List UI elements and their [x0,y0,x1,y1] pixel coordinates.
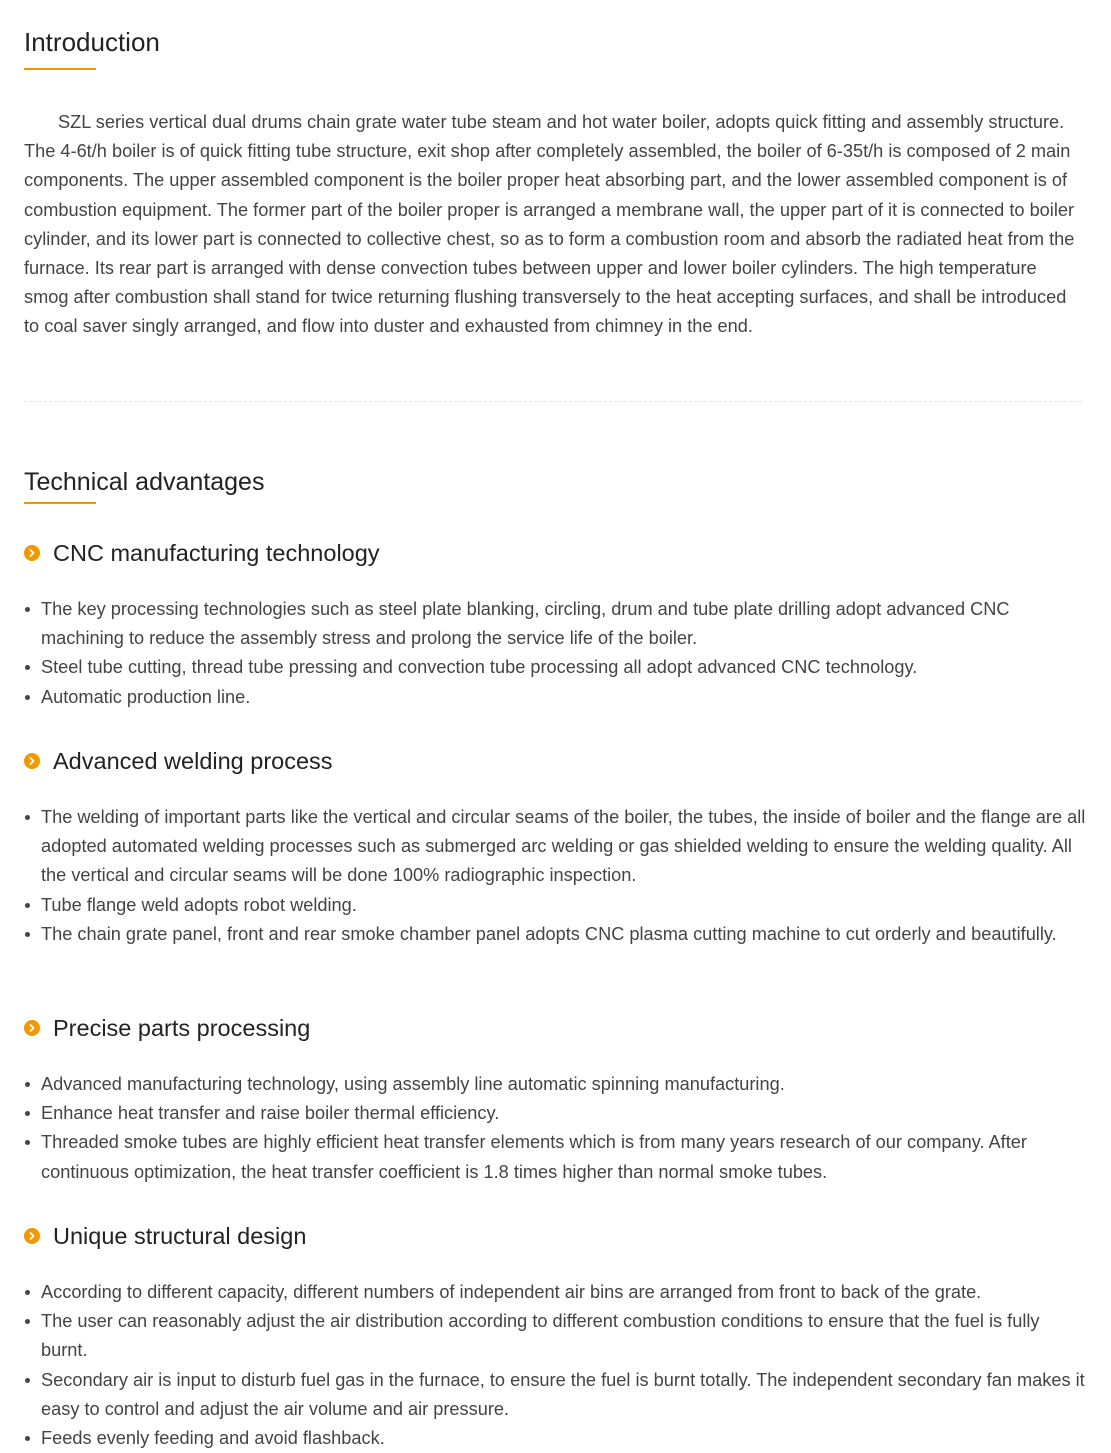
technical-advantages-underline [24,502,96,504]
list-item: Feeds evenly feeding and avoid flashback. [24,1424,1086,1453]
list-item: Advanced manufacturing technology, using assembly line automatic spinning manufacturing. [24,1070,1086,1099]
circle-chevron-icon [24,753,40,769]
list-item: The key processing technologies such as steel plate blanking, circling, drum and tube plate drilling adopt advanced CNC machining to reduce the assembly stress and prolong the service life of the boiler. [24,595,1086,653]
circle-chevron-icon [24,1020,40,1036]
advantage-section-title: Unique structural design [53,1222,307,1249]
advantage-section-title: Precise parts processing [53,1014,311,1041]
circle-chevron-icon [24,545,40,561]
advantage-section-welding [24,746,1094,944]
advantage-section-title: Advanced welding process [53,747,333,774]
advantage-bullet-list [24,1278,1086,1453]
list-item: Enhance heat transfer and raise boiler thermal efficiency. [24,1099,1086,1128]
advantage-section-header [24,1221,1094,1251]
list-item: According to different capacity, different numbers of independent air bins are arranged from front to back of the grate. [24,1278,1086,1307]
advantage-bullet-list [24,1070,1086,1187]
list-item: The welding of important parts like the vertical and circular seams of the boiler, the tubes, the inside of boiler and the flange are all adopted automated welding processes such as submerged arc welding or gas shielded welding to ensure the welding quality. All the vertical and circular seams will be done 100% radiographic inspection. [24,803,1086,891]
advantage-section-header [24,1013,1094,1043]
advantage-bullet-list [24,803,1086,949]
list-item: Tube flange weld adopts robot welding. [24,891,1086,920]
list-item: Steel tube cutting, thread tube pressing and convection tube processing all adopt advanced CNC technology. [24,653,1086,682]
technical-advantages-heading: Technical advantages [24,468,265,496]
section-divider [24,401,1082,402]
list-item: The user can reasonably adjust the air distribution according to different combustion conditions to ensure that the fuel is fully burnt. [24,1307,1086,1365]
list-item: The chain grate panel, front and rear smoke chamber panel adopts CNC plasma cutting machine to cut orderly and beautifully. [24,920,1086,949]
advantage-section-header [24,746,1094,776]
list-item: Secondary air is input to disturb fuel gas in the furnace, to ensure the fuel is burnt totally. The independent secondary fan makes it easy to control and adjust the air volume and air pressure. [24,1366,1086,1424]
list-item: Automatic production line. [24,683,1086,712]
circle-chevron-icon [24,1228,40,1244]
advantage-section-title: CNC manufacturing technology [53,539,380,566]
introduction-underline [24,68,96,70]
advantage-section-parts [24,1013,1094,1182]
advantage-section-cnc [24,538,1094,707]
advantage-section-structure [24,1221,1094,1449]
introduction-paragraph: SZL series vertical dual drums chain grate water tube steam and hot water boiler, adopts quick fitting and assembly structure. The 4-6t/h boiler is of quick fitting tube structure, exit shop after completely assembled, the boiler of 6-35t/h is composed of 2 main components. The upper assembled component is the boiler proper heat absorbing part, and the lower assembled component is of combustion equipment. The former part of the boiler proper is arranged a membrane wall, the upper part of it is connected to boiler cylinder, and its lower part is connected to collective chest, so as to form a combustion room and absorb the radiated heat from the furnace. Its rear part is arranged with dense convection tubes between upper and lower boiler cylinders. The high temperature smog after combustion shall stand for twice returning flushing transversely to the heat accepting surfaces, and shall be introduced to coal saver singly arranged, and flow into duster and exhausted from chimney in the end. [24,112,1075,337]
list-item: Threaded smoke tubes are highly efficient heat transfer elements which is from many years research of our company. After continuous optimization, the heat transfer coefficient is 1.8 times higher than normal smoke tubes. [24,1128,1086,1186]
advantage-section-header [24,538,1094,568]
advantage-bullet-list [24,595,1086,712]
introduction-heading: Introduction [24,27,160,57]
